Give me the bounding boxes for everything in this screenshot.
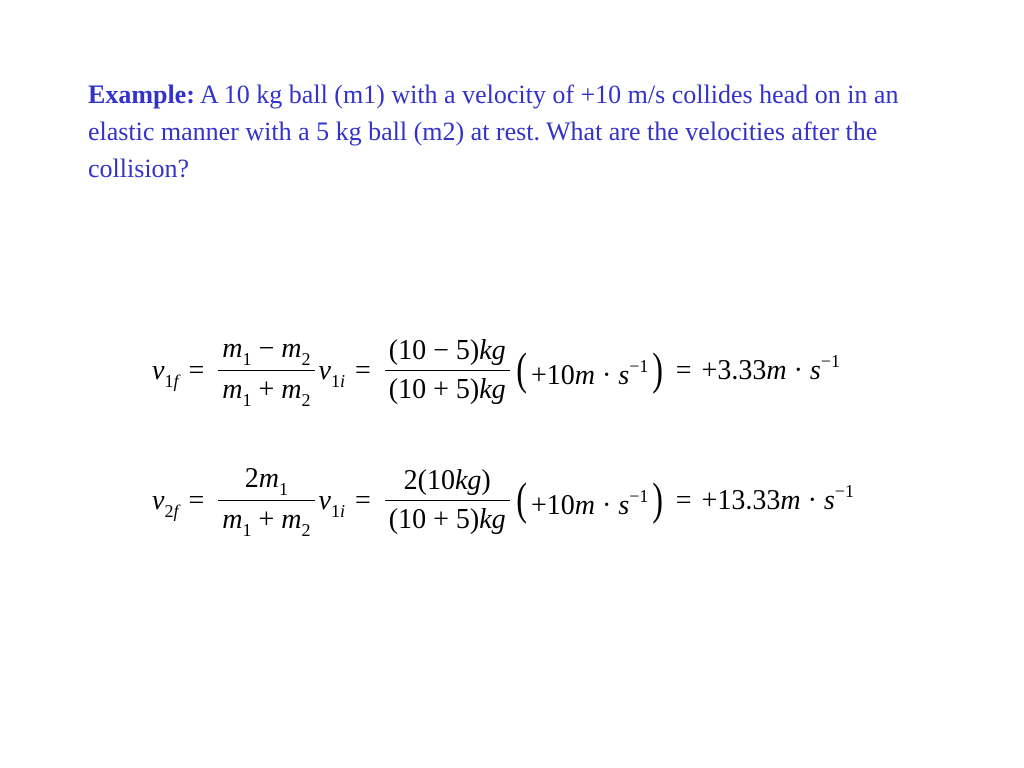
eq1-result: $+3.33m \cdot s^{-1}$ bbox=[701, 350, 840, 386]
problem-text: A 10 kg ball (m1) with a velocity of +10 m/s collides head on in an elastic manner with a 5 kg ball (m2) at rest. What are the velocities after the collision? bbox=[88, 80, 899, 183]
equals-sign: = bbox=[675, 484, 692, 516]
eq2-result: $+13.33m \cdot s^{-1}$ bbox=[701, 480, 854, 516]
equals-sign: = bbox=[188, 354, 205, 386]
equation-v2f bbox=[152, 462, 854, 539]
equals-sign: = bbox=[188, 484, 205, 516]
eq1-v1i: $v_{1i}$ bbox=[318, 354, 345, 391]
problem-statement bbox=[88, 76, 948, 187]
eq1-mass-fraction: $\frac{m_1 - m_2}{m_1 + m_2}$ bbox=[218, 332, 314, 409]
eq2-velocity-factor: ( $+10m \cdot s^{-1}$) bbox=[515, 473, 664, 524]
eq2-lhs: $v_{2f}$ bbox=[152, 484, 179, 521]
eq1-velocity-factor: ( $+10m \cdot s^{-1}$) bbox=[515, 343, 664, 394]
eq2-mass-fraction: $\frac{2m_1}{m_1 + m_2}$ bbox=[218, 462, 314, 539]
eq2-numeric-fraction: $\frac{2(10kg)}{(10 + 5)kg}$ bbox=[385, 464, 510, 537]
equals-sign: = bbox=[354, 354, 371, 386]
eq2-v1i: $v_{1i}$ bbox=[318, 484, 345, 521]
example-label: Example: bbox=[88, 80, 195, 109]
equals-sign: = bbox=[675, 354, 692, 386]
equation-v1f bbox=[152, 332, 840, 409]
eq1-numeric-fraction: $\frac{(10 - 5)kg}{(10 + 5)kg}$ bbox=[385, 334, 510, 407]
equals-sign: = bbox=[354, 484, 371, 516]
eq1-lhs: $v_{1f}$ bbox=[152, 354, 179, 391]
